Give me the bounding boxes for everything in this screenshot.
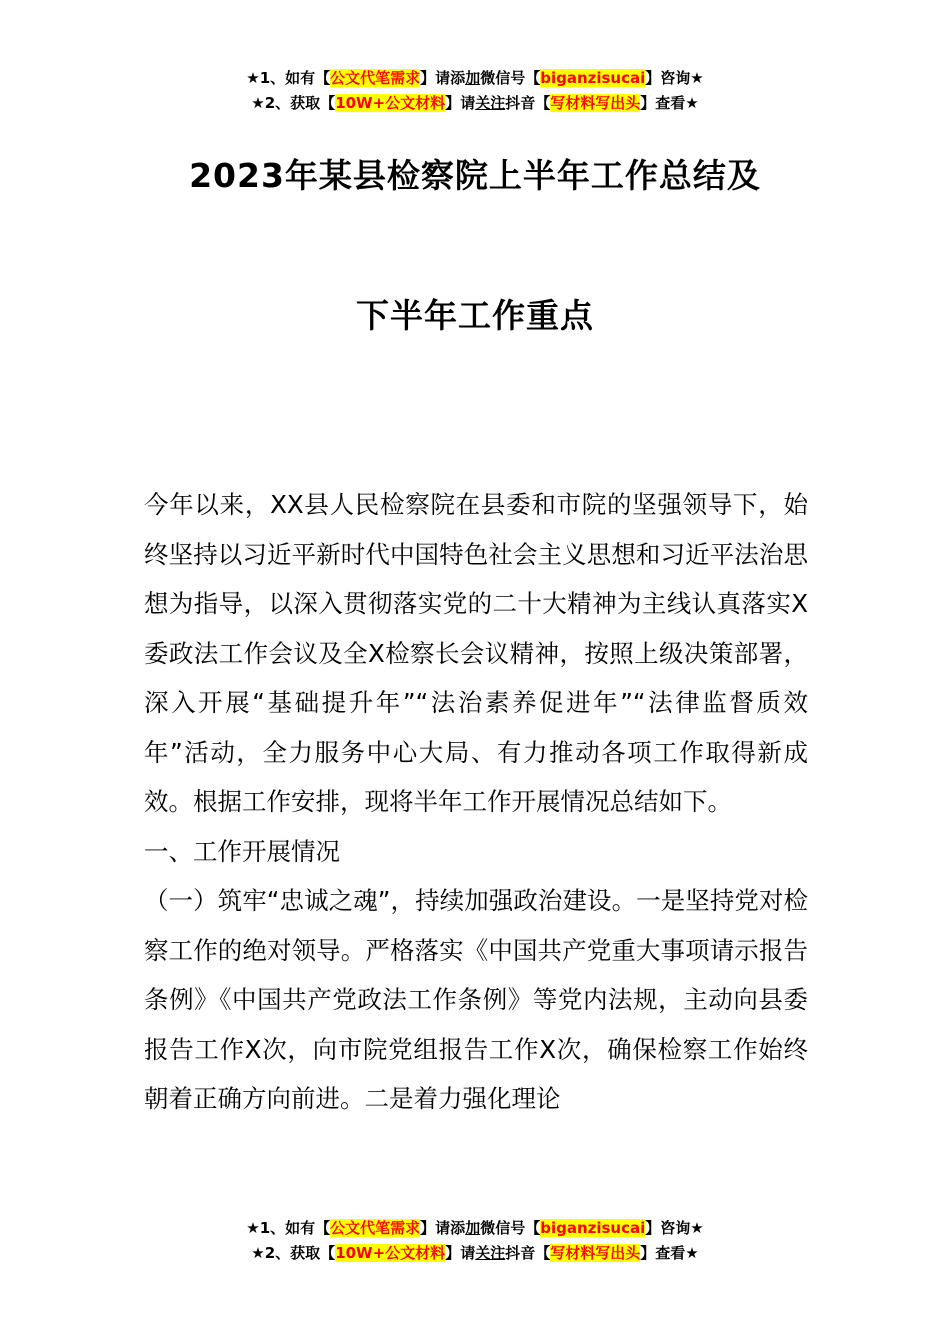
banner-text: 微信号【 [480,69,541,87]
banner-highlight: 10W+公文材料 [335,1244,446,1262]
banner-text: 】查看★ [640,1244,699,1262]
banner-text: 】请添 [420,1219,466,1237]
banner-text: 】请添 [420,69,466,87]
banner-line-1 [0,1216,950,1241]
banner-text: ★2、获取【 [251,1244,336,1262]
banner-line-2 [0,91,950,116]
document-body [144,480,808,1124]
document-title-line-2: 下半年工作重点 [356,296,594,335]
banner-text: ★2、获取【 [251,94,336,112]
banner-highlight: biganzisucai [540,1219,646,1237]
top-banner [0,66,950,116]
banner-highlight: 公文代笔需求 [330,1219,421,1237]
banner-highlight: 10W+公文材料 [335,94,446,112]
banner-text: 】咨询★ [645,1219,704,1237]
section-heading: 一、工作开展情况 [144,836,340,866]
banner-line-1 [0,66,950,91]
banner-text: 抖音【 [505,94,551,112]
document-title-line-1: 2023年某县检察院上半年工作总结及 [189,156,761,195]
banner-text: 】请 [445,1244,476,1262]
banner-highlight: 写材料写出头 [550,94,641,112]
banner-text: 抖音【 [505,1244,551,1262]
banner-highlight: 公文代笔需求 [330,69,421,87]
banner-text: ★1、如有【 [246,1219,331,1237]
banner-line-2 [0,1241,950,1266]
body-paragraph: （一）筑牢“忠诚之魂”，持续加强政治建设。一是坚持党对检察工作的绝对领导。严格落实《中国共产党重大事项请示报告条例》《中国共产党政法工作条例》等党内法规，主动向县委报告工作X次，向市院党组报告工作X次，确保检察工作始终朝着正确方向前进。二是着力强化理论 [144,886,808,1113]
banner-highlight: biganzisucai [540,69,646,87]
banner-emphasis: 关注 [475,94,506,112]
bottom-banner [0,1216,950,1266]
banner-text: 微信号【 [480,1219,541,1237]
banner-emphasis: 加 [465,1219,481,1237]
banner-text: 】咨询★ [645,69,704,87]
banner-emphasis: 加 [465,69,481,87]
banner-highlight: 写材料写出头 [550,1244,641,1262]
banner-text: 】查看★ [640,94,699,112]
banner-emphasis: 关注 [475,1244,506,1262]
banner-text: ★1、如有【 [246,69,331,87]
body-paragraph: 今年以来，XX县人民检察院在县委和市院的坚强领导下，始终坚持以习近平新时代中国特色社会主义思想和习近平法治思想为指导，以深入贯彻落实党的二十大精神为主线认真落实X委政法工作会议及全X检察长会议精神，按照上级决策部署，深入开展“基础提升年”“法治素养促进年”“法律监督质效年”活动，全力服务中心大局、有力推动各项工作取得新成效。根据工作安排，现将半年工作开展情况总结如下。 [144,490,808,816]
banner-text: 】请 [445,94,476,112]
